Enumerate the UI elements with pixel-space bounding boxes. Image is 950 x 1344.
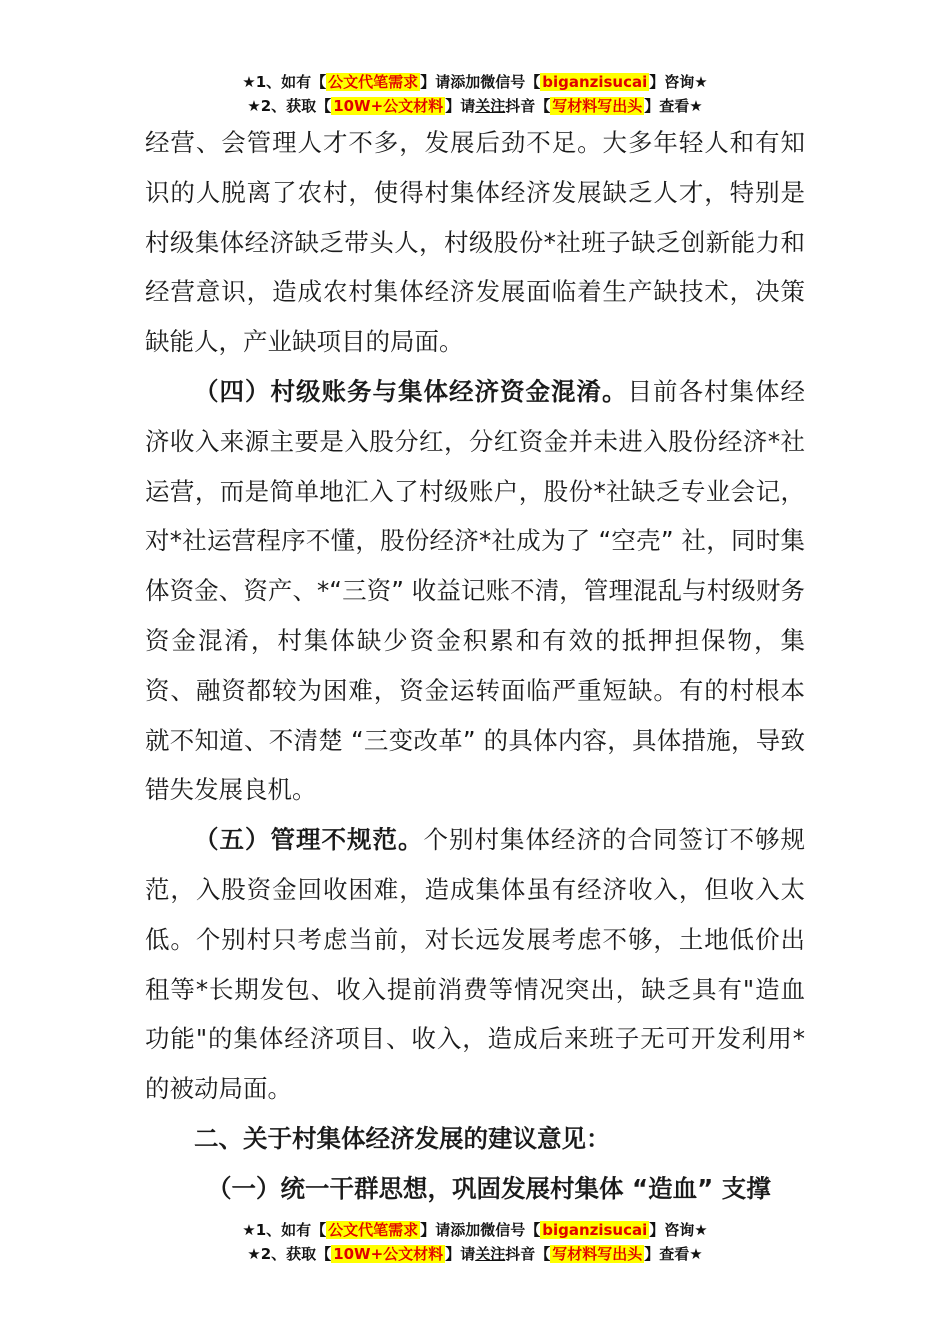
- paragraph-3: [145, 815, 805, 1114]
- banner-highlight: 公文代笔需求: [328, 1221, 419, 1239]
- document-body: [145, 118, 805, 1214]
- banner-text: ★2、获取【: [247, 1245, 332, 1263]
- subsection-heading: （一）统一干群思想，巩固发展村集体 “造血” 支撑: [207, 1173, 771, 1203]
- banner-text: ★2、获取【: [247, 97, 332, 115]
- banner-underlined: 关注: [475, 1245, 506, 1263]
- paragraph-3-text: 个别村集体经济的合同签订不够规范，入股资金回收困难，造成集体虽有经济收入，但收入太低。个别村只考虑当前，对长远发展考虑不够，土地低价出租等*长期发包、收入提前消费等情况突出，缺乏具有"造血功能"的集体经济项目、收入，造成后来班子无可开发利用*的被动局面。: [145, 825, 805, 1104]
- banner-text: 】查看★: [644, 97, 703, 115]
- section-heading: 二、关于村集体经济发展的建议意见：: [194, 1123, 611, 1153]
- banner-line-2: [0, 94, 950, 118]
- banner-text: 】咨询★: [649, 73, 708, 91]
- banner-line-2: [0, 1242, 950, 1266]
- banner-text: 抖音【: [505, 1245, 551, 1263]
- banner-highlight-wechat: biganzisucai: [542, 1221, 648, 1239]
- banner-text: 】请添加微信号【: [420, 73, 541, 91]
- banner-underlined: 关注: [475, 97, 506, 115]
- banner-text: 】请: [445, 97, 476, 115]
- paragraph-2-title: （四）村级账务与集体经济资金混淆。: [194, 376, 628, 406]
- paragraph-1: 经营、会管理人才不多，发展后劲不足。大多年轻人和有知识的人脱离了农村，使得村集体经济发展缺乏人才，特别是村级集体经济缺乏带头人，村级股份*社班子缺乏创新能力和经营意识，造成农村集体经济发展面临着生产缺技术，决策缺能人，产业缺项目的局面。: [145, 128, 805, 357]
- banner-text: 】查看★: [644, 1245, 703, 1263]
- paragraph-2: [145, 367, 805, 815]
- banner-line-1: [0, 1218, 950, 1242]
- banner-text: 抖音【: [505, 97, 551, 115]
- paragraph-3-title: （五）管理不规范。: [194, 825, 424, 855]
- banner-highlight-douyin: 写材料写出头: [552, 1245, 643, 1263]
- top-banner: [0, 70, 950, 118]
- banner-highlight-wechat: biganzisucai: [542, 73, 648, 91]
- banner-text: 】咨询★: [649, 1221, 708, 1239]
- banner-text: ★1、如有【: [242, 1221, 327, 1239]
- banner-highlight: 公文代笔需求: [328, 73, 419, 91]
- banner-highlight: 10W+公文材料: [333, 97, 444, 115]
- paragraph-2-text: 目前各村集体经济收入来源主要是入股分红，分红资金并未进入股份经济*社运营，而是简单地汇入了村级账户，股份*社缺乏专业会记，对*社运营程序不懂，股份经济*社成为了 “空壳” 社，同时集体资金、资产、*“三资” 收益记账不清，管理混乱与村级财务资金混淆，村集体缺少资金积累和有效的抵押担保物，集资、融资都较为困难，资金运转面临严重短缺。有的村根本就不知道、不清楚 “三变改革” 的具体内容，具体措施，导致错失发展良机。: [145, 376, 805, 805]
- banner-text: 】请: [445, 1245, 476, 1263]
- banner-line-1: [0, 70, 950, 94]
- banner-highlight: 10W+公文材料: [333, 1245, 444, 1263]
- banner-highlight-douyin: 写材料写出头: [552, 97, 643, 115]
- banner-text: 】请添加微信号【: [420, 1221, 541, 1239]
- bottom-banner: [0, 1218, 950, 1266]
- banner-text: ★1、如有【: [242, 73, 327, 91]
